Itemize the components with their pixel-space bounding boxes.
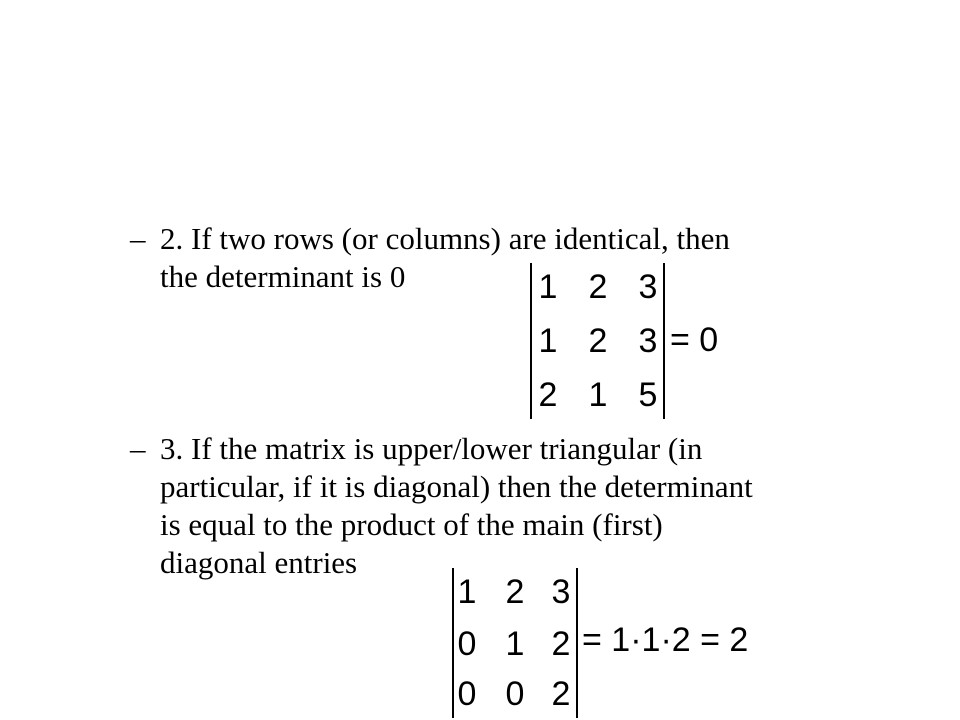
matrix-cell: 2 [551, 625, 571, 663]
text-line: is equal to the product of the main (first) [160, 507, 663, 542]
matrix-cell: 1 [457, 573, 477, 611]
matrix-cell: 1 [538, 322, 558, 360]
text-line: 3. If the matrix is upper/lower triangular (in [160, 431, 703, 466]
determinant-matrix-triangular [452, 568, 582, 718]
matrix-cell: 2 [538, 376, 558, 414]
matrix-cell: 0 [457, 675, 477, 713]
item-triangular [130, 430, 930, 590]
matrix-right-bar [663, 263, 665, 419]
text-line: 2. If two rows (or columns) are identical, then [160, 221, 730, 256]
determinant-result: = 1·1·2 = 2 [582, 621, 749, 659]
matrix-cell: 1 [538, 268, 558, 306]
matrix-cell: 3 [551, 573, 571, 611]
matrix-cell: 1 [588, 376, 608, 414]
matrix-cell: 0 [457, 625, 477, 663]
item-identical-rows [130, 220, 890, 300]
bullet-dash: – [130, 221, 146, 256]
matrix-cell: 1 [505, 625, 525, 663]
text-line: particular, if it is diagonal) then the determinant [160, 469, 753, 504]
matrix-cell: 3 [638, 268, 658, 306]
determinant-matrix-identical [530, 263, 670, 419]
matrix-cell: 0 [505, 675, 525, 713]
text-line: the determinant is 0 [160, 259, 406, 294]
matrix-left-bar [530, 263, 532, 419]
text-line: diagonal entries [160, 545, 358, 580]
matrix-cell: 2 [588, 268, 608, 306]
matrix-cell: 3 [638, 322, 658, 360]
matrix-cell: 2 [505, 573, 525, 611]
bullet-dash: – [130, 431, 146, 466]
determinant-result: = 0 [670, 321, 719, 359]
matrix-cell: 2 [588, 322, 608, 360]
matrix-cell: 5 [638, 376, 658, 414]
matrix-cell: 2 [551, 675, 571, 713]
matrix-right-bar [576, 568, 578, 718]
